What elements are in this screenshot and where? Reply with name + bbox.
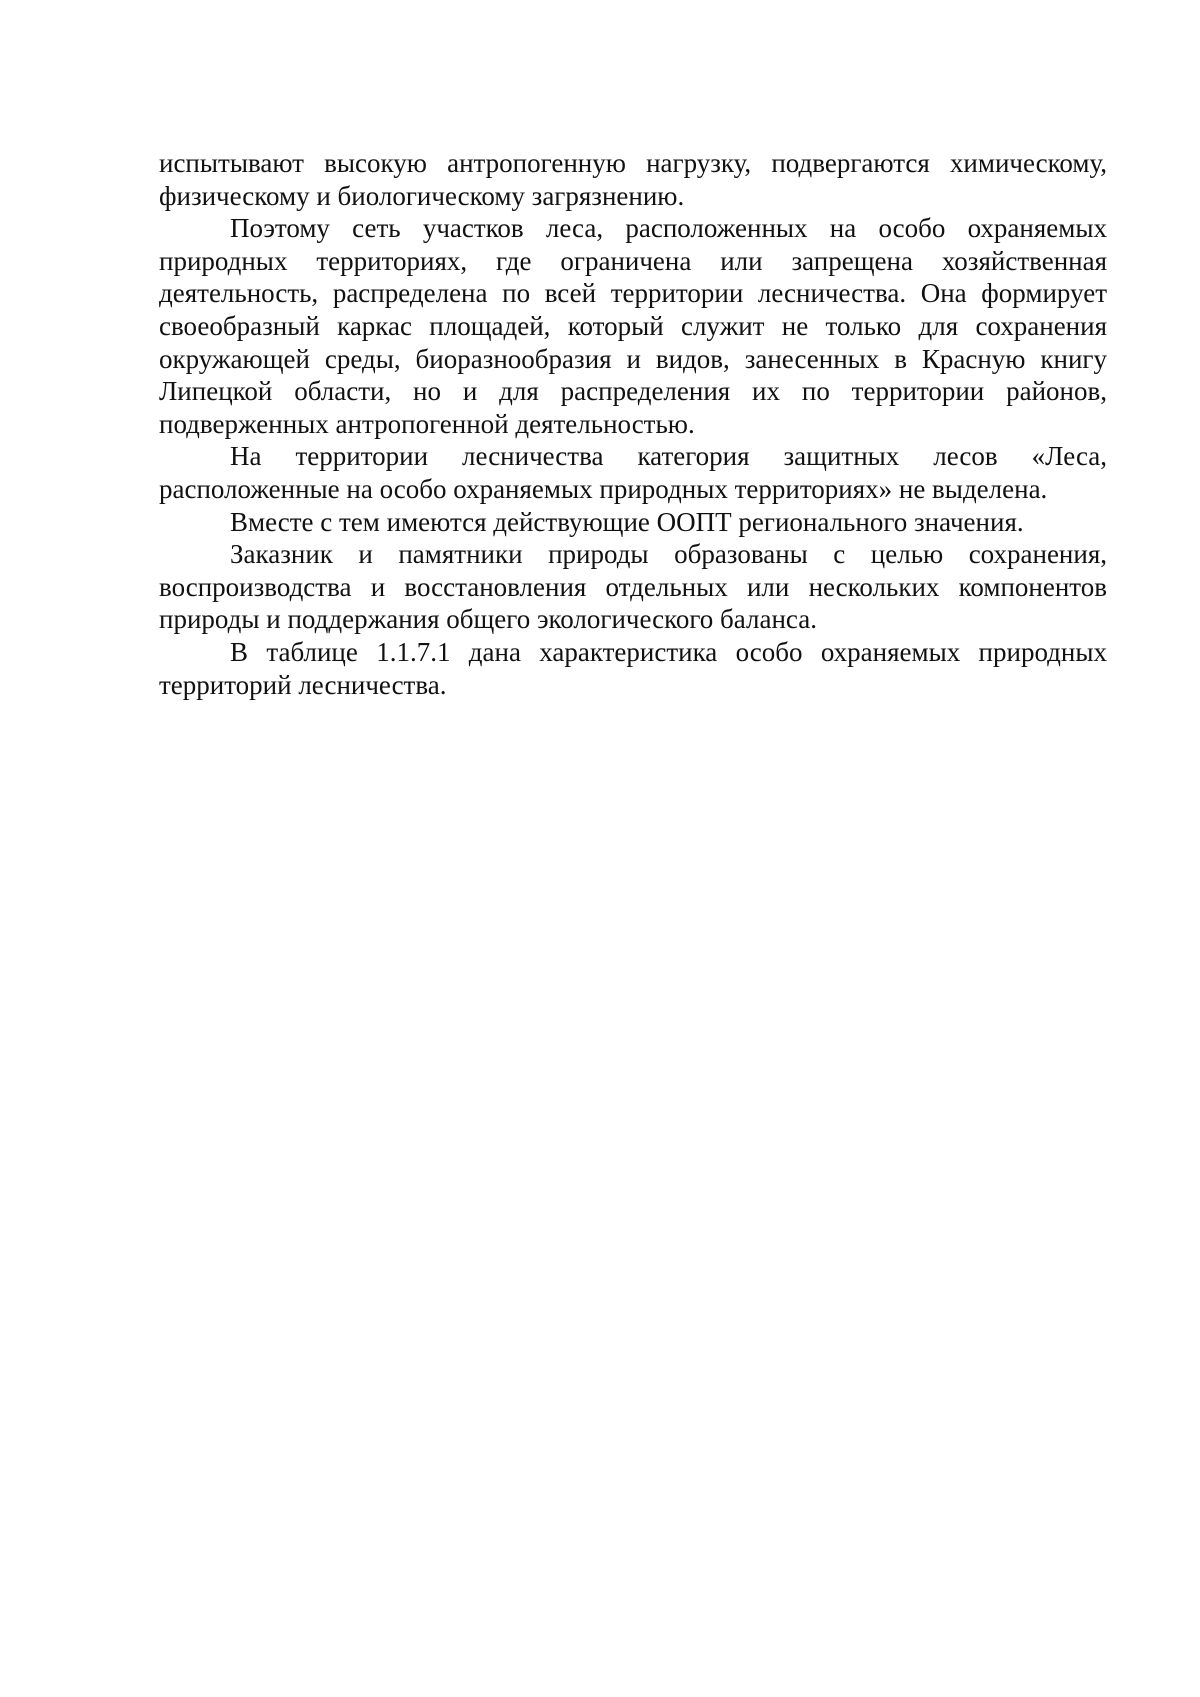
paragraph-reserve-purpose: Заказник и памятники природы образованы с целью сохранения, воспроизводства и восстановления отдельных или нескольких компонентов природы и поддержания общего экологического баланса. xyxy=(159,539,1107,635)
paragraph-protected-network: Поэтому сеть участков леса, расположенных на особо охраняемых природных территориях, где ограничена или запрещена хозяйственная деятельность, распределена по всей территории лесничества. Она формирует своеобразный каркас площадей, который служит не только для сохранения окружающей среды, биоразнообразия и видов, занесенных в Красную книгу Липецкой области, но и для распределения их по территории районов, подверженных антропогенной деятельностью. xyxy=(159,213,1107,439)
document-body xyxy=(159,147,1107,701)
paragraph-protective-forest-category: На территории лесничества категория защитных лесов «Леса, расположенные на особо охраняемых природных территориях» не выделена. xyxy=(159,441,1107,504)
paragraph-continuation: испытывают высокую антропогенную нагрузку, подвергаются химическому, физическому и биологическому загрязнению. xyxy=(159,148,1107,211)
paragraph-regional-oopt: Вместе с тем имеются действующие ООПТ регионального значения. xyxy=(230,506,1024,537)
paragraph-table-reference: В таблице 1.1.7.1 дана характеристика особо охраняемых природных территорий лесничества. xyxy=(159,636,1107,700)
